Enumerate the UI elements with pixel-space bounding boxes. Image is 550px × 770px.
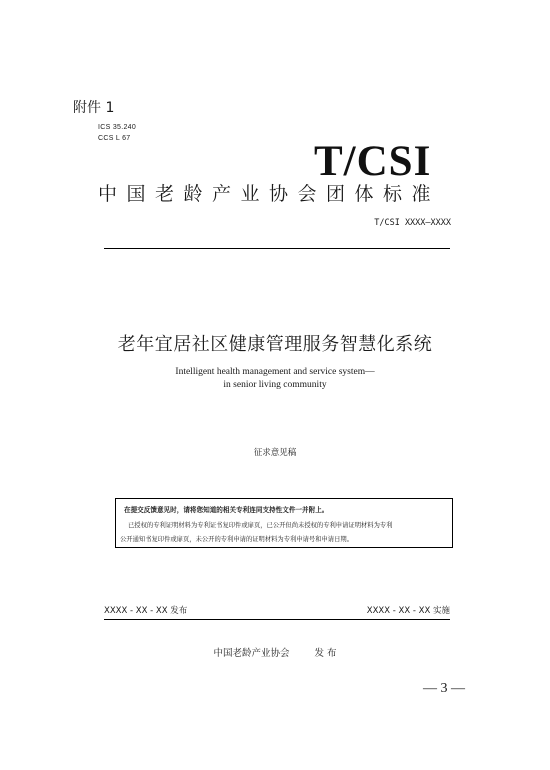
notice-line-2: 已授权的专利证明材料为专利证书复印件或扉页，已公开但尚未授权的专利申请证明材料为专利	[128, 522, 393, 529]
notice-line-1: 在提交反馈意见时，请将您知道的相关专利连同支持性文件一并附上。	[124, 506, 329, 514]
issuer-name: 中国老龄产业协会	[213, 648, 290, 659]
patent-notice-box	[115, 498, 453, 548]
header-divider	[104, 248, 450, 249]
publish-date: XXXX - XX - XX 发布	[104, 606, 188, 616]
document-title-en-line2: in senior living community	[223, 380, 327, 390]
ics-code: ICS 35.240	[98, 124, 137, 131]
draft-label: 征求意见稿	[253, 448, 297, 458]
issuer-action: 发 布	[314, 648, 337, 659]
issuer-line	[0, 645, 550, 659]
implement-date: XXXX - XX - XX 实施	[366, 606, 450, 616]
attachment-label: 附件 1	[73, 100, 115, 116]
footer-divider	[104, 619, 450, 620]
notice-line-3: 公开通知书复印件或扉页，未公开的专利申请的证明材料为专利申请号和申请日期。	[120, 536, 353, 543]
page-number: — 3 —	[423, 681, 465, 696]
organization-name: 中国老龄产业协会团体标准	[98, 183, 441, 205]
document-title-en-line1: Intelligent health management and service system—	[175, 367, 375, 377]
standard-logo: T/CSI	[314, 138, 432, 185]
standard-number: T/CSI XXXX—XXXX	[374, 218, 451, 228]
document-title-cn: 老年宜居社区健康管理服务智慧化系统	[117, 334, 433, 355]
ccs-code: CCS L 67	[98, 135, 131, 142]
